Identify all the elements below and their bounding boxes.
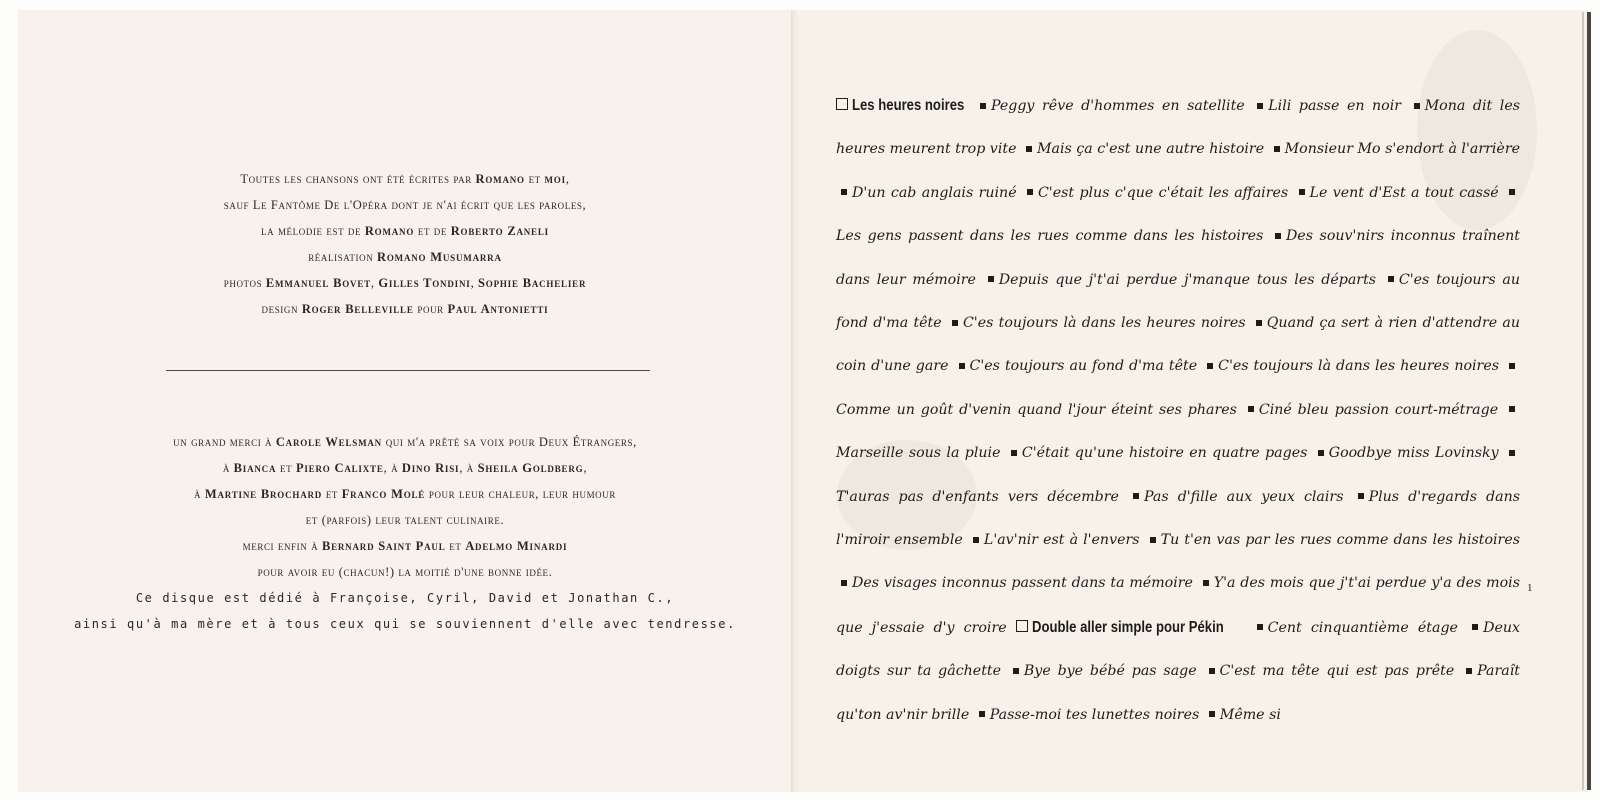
credit-text: et [445, 539, 466, 553]
booklet-edge [1587, 12, 1591, 790]
credit-text: photos [223, 276, 266, 290]
credit-text: à [222, 461, 234, 475]
credited-name: Gilles Tondini [378, 276, 471, 290]
thanks-lines [18, 429, 792, 585]
lyric-line: Quand ça sert à rien d'attendre au coin d'une gare [836, 315, 1520, 375]
line-separator-icon [1274, 146, 1280, 152]
lyric-line: Depuis que j't'ai perdue j'manque tous les départs [998, 271, 1377, 288]
line-separator-icon [1472, 624, 1478, 630]
lyric-line: Même si [1219, 706, 1281, 723]
line-separator-icon [973, 537, 979, 543]
page-number: 1 [1527, 582, 1533, 594]
line-separator-icon [841, 580, 847, 586]
line-separator-icon [1257, 624, 1263, 630]
credit-text: , [470, 276, 479, 290]
thanks-line [18, 481, 792, 507]
credit-text: , à [459, 461, 478, 475]
line-separator-icon [980, 103, 986, 109]
credited-name: Carole Welsman [275, 435, 382, 449]
thanks-line [18, 533, 792, 559]
lyric-line: C'est plus c'que c'était les affaires [1037, 184, 1289, 201]
lyric-line: Le vent d'Est a tout cassé [1309, 184, 1499, 201]
line-separator-icon [1209, 668, 1215, 674]
line-separator-icon [1509, 189, 1515, 195]
lyric-line: D'un cab anglais ruiné [852, 184, 1017, 201]
lyric-line: Monsieur Mo s'endort à l'arrière [1284, 141, 1520, 158]
credit-text: et [276, 461, 296, 475]
dedication-line-2: ainsi qu'à ma mère et à tous ceux qui se souviennent d'elle avec tendresse. [74, 617, 736, 631]
line-separator-icon [1027, 189, 1033, 195]
credit-text: , [370, 276, 379, 290]
line-separator-icon [1466, 668, 1472, 674]
line-separator-icon [959, 363, 965, 369]
credit-text: et de [414, 224, 451, 238]
credited-name: Paul Antonietti [447, 302, 549, 316]
credited-name: Adelmo Minardi [465, 539, 568, 553]
credit-text: un grand merci à [173, 435, 276, 449]
line-separator-icon [1318, 450, 1324, 456]
lyric-line: Lili passe en noir [1268, 98, 1402, 114]
credit-text: la mélodie est de [261, 224, 365, 238]
line-separator-icon [1207, 363, 1213, 369]
line-separator-icon [1509, 450, 1515, 456]
thanks-line [18, 507, 792, 533]
credit-line [18, 244, 792, 270]
line-separator-icon [1256, 320, 1262, 326]
line-separator-icon [1299, 189, 1305, 195]
lyric-line: C'es toujours là dans les heures noires [962, 315, 1246, 332]
credit-line [18, 166, 792, 192]
lyric-line: Bye bye bébé pas sage [1023, 663, 1197, 680]
thanks-line [18, 455, 792, 481]
credit-text: design [261, 302, 302, 316]
line-separator-icon [1414, 103, 1420, 109]
lyric-line: Y'a des mois que j't'ai perdue y'a des mois que j'essaie d'y croire [836, 575, 1520, 636]
lyric-line: Des visages inconnus passent dans ta mémoire [852, 575, 1193, 592]
line-separator-icon [952, 320, 958, 326]
credit-text: à [194, 487, 205, 501]
lyric-line: C'est ma tête qui est pas prête [1219, 663, 1455, 680]
credit-text: Toutes les chansons ont été écrites par [240, 172, 476, 186]
lyric-line: Passe-moi tes lunettes noires [989, 706, 1200, 723]
credit-text: qui m'a prêté sa voix pour Deux Étrangers, [381, 435, 637, 449]
line-separator-icon [988, 276, 994, 282]
line-separator-icon [1509, 406, 1515, 412]
credited-name: Sophie Bachelier [478, 276, 587, 290]
line-separator-icon [1011, 450, 1017, 456]
credit-text: et [524, 172, 545, 186]
left-page [18, 10, 792, 792]
lyric-line: Plus d'regards dans l'miroir ensemble [836, 488, 1521, 549]
credited-name: Franco Molé [341, 487, 426, 501]
lyric-line: Paraît qu'ton av'nir brille [836, 663, 1520, 723]
credit-line [18, 296, 792, 322]
credit-text: , à [383, 461, 402, 475]
line-separator-icon [1509, 363, 1515, 369]
line-separator-icon [1026, 146, 1032, 152]
credit-text: , [565, 172, 570, 186]
lyric-line: Des souv'nirs inconnus traînent dans leur mémoire [836, 228, 1521, 288]
lyric-line: Goodbye miss Lovinsky [1328, 445, 1499, 462]
line-separator-icon [841, 189, 847, 195]
lyric-line: T'auras pas d'enfants vers décembre [836, 488, 1119, 505]
credit-text: et [322, 487, 342, 501]
lyric-line: Tu t'en vas par les rues comme dans les histoires [1160, 532, 1521, 549]
lyrics-text [836, 84, 1520, 737]
credit-line [18, 270, 792, 296]
thanks-line [18, 559, 792, 585]
song-marker-icon [836, 98, 848, 110]
credit-text: , [583, 461, 588, 475]
lyric-line: Comme un goût d'venin quand l'jour éteint ses phares [836, 401, 1237, 418]
page-edge-shadow [1582, 12, 1584, 790]
lyric-line: C'était qu'une histoire en quatre pages [1021, 445, 1308, 462]
lyric-line: Mona dit les heures meurent trop vite [836, 98, 1520, 158]
lyric-line: Marseille sous la pluie [836, 445, 1001, 462]
credits-block [18, 166, 792, 322]
line-separator-icon [1133, 493, 1139, 499]
lyric-line: L'av'nir est à l'envers [983, 532, 1140, 549]
line-separator-icon [1209, 711, 1215, 717]
song-marker-icon [1016, 620, 1028, 632]
lyric-line: Deux doigts sur ta gâchette [836, 619, 1520, 680]
lyric-line: Peggy rêve d'hommes en satellite [990, 98, 1245, 114]
song-title: Double aller simple pour Pékin [1031, 618, 1224, 636]
credited-name: Roger Belleville [301, 302, 414, 316]
credited-name: Bianca [233, 461, 277, 475]
credit-line [18, 218, 792, 244]
credited-name: Romano [475, 172, 525, 186]
line-separator-icon [1358, 493, 1364, 499]
credited-name: Romano [364, 224, 415, 238]
credited-name: Roberto Zaneli [450, 224, 549, 238]
lyric-line: C'es toujours au fond d'ma tête [969, 358, 1198, 375]
credit-text: pour [413, 302, 448, 316]
credited-name: Martine Brochard [204, 487, 323, 501]
credit-text: pour leur chaleur, leur humour [425, 487, 616, 501]
credit-text: réalisation [308, 250, 378, 264]
song-title: Les heures noires [852, 97, 965, 114]
lyric-line: C'es toujours là dans les heures noires [1218, 358, 1499, 375]
line-separator-icon [1150, 537, 1156, 543]
credit-text: sauf Le Fantôme De l'Opéra dont je n'ai écrit que les paroles, [223, 198, 587, 212]
line-separator-icon [1013, 668, 1019, 674]
lyric-line: C'es toujours au fond d'ma tête [836, 271, 1520, 332]
credited-name: Romano Musumarra [377, 250, 502, 264]
credited-name: Piero Calixte [295, 461, 384, 475]
line-separator-icon [979, 711, 985, 717]
lyric-line: Cent cinquantième étage [1267, 619, 1458, 636]
credit-text: merci enfin à [242, 539, 322, 553]
line-separator-icon [1275, 233, 1281, 239]
credit-line [18, 192, 792, 218]
lyric-line: Ciné bleu passion court-métrage [1258, 401, 1499, 418]
divider-line [166, 370, 650, 371]
lyric-line: Pas d'fille aux yeux clairs [1143, 488, 1344, 505]
credited-name: Dino Risi [401, 461, 460, 475]
credited-name: Sheila Goldberg [477, 461, 584, 475]
line-separator-icon [1203, 580, 1209, 586]
thanks-line [18, 429, 792, 455]
lyric-line: Mais ça c'est une autre histoire [1037, 141, 1265, 158]
lyric-line: Les gens passent dans les rues comme dans les histoires [836, 228, 1264, 245]
credit-text: pour avoir eu (chacun!) la moitié d'une bonne idée. [257, 565, 553, 579]
line-separator-icon [1248, 406, 1254, 412]
dedication-line-1: Ce disque est dédié à Françoise, Cyril, David et Jonathan C., [135, 591, 675, 605]
credited-name: Bernard Saint Paul [321, 539, 446, 553]
credited-name: Emmanuel Bovet [265, 276, 371, 290]
line-separator-icon [1257, 103, 1263, 109]
line-separator-icon [1388, 276, 1394, 282]
credited-name: moi [544, 172, 566, 186]
thanks-block [18, 429, 792, 637]
credit-text: et (parfois) leur talent culinaire. [305, 513, 505, 527]
